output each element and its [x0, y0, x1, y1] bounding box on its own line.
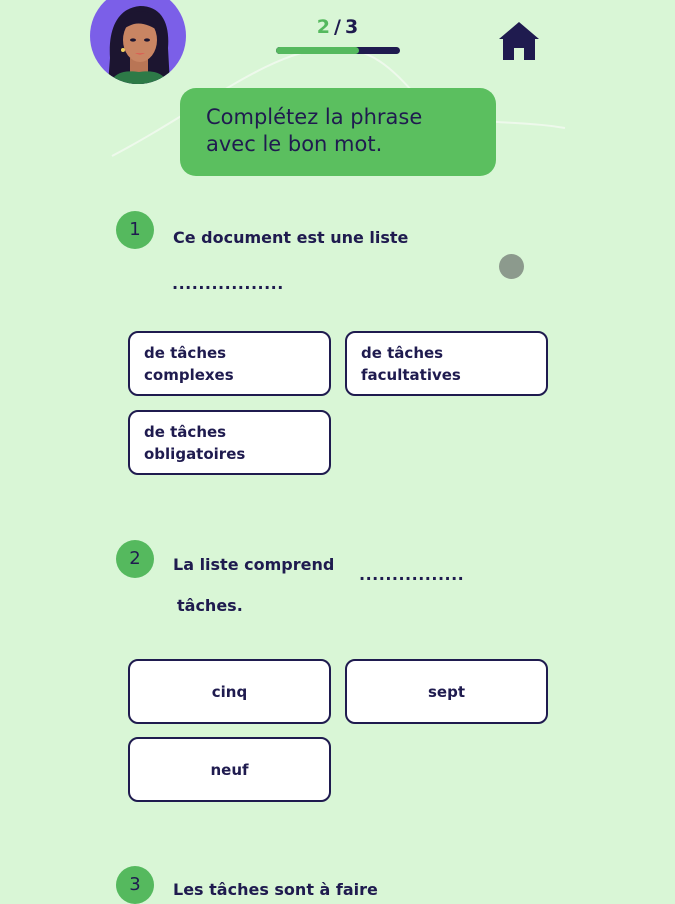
question-1-blank[interactable] — [172, 274, 284, 293]
progress-fill — [276, 47, 359, 54]
option-label — [361, 342, 461, 386]
question-2-option-cinq[interactable]: cinq — [128, 659, 331, 724]
question-1-option-complexes[interactable] — [128, 331, 331, 396]
question-1-number: 1 — [116, 211, 154, 249]
question-3-number: 3 — [116, 866, 154, 904]
progress-current: 2 — [316, 16, 332, 38]
question-2-blank[interactable]: ................ — [359, 565, 465, 584]
option-line-2: facultatives — [361, 365, 461, 384]
instruction-line-2: avec le bon mot. — [206, 132, 383, 156]
instruction-line-1: Complétez la phrase — [206, 105, 423, 129]
progress-total: 3 — [344, 16, 360, 38]
question-3-text: Les tâches sont à faire — [173, 880, 378, 899]
option-label — [144, 421, 245, 465]
avatar — [90, 0, 186, 84]
option-line-1: de tâches — [361, 343, 444, 362]
option-line-1: de tâches — [144, 343, 227, 362]
option-line-2: obligatoires — [144, 444, 246, 463]
progress-text — [276, 14, 400, 40]
question-2-text-after: tâches. — [177, 596, 243, 615]
progress-bar — [276, 47, 400, 54]
touch-cursor — [499, 254, 524, 279]
option-label — [144, 342, 234, 386]
question-2-text: La liste comprend — [173, 555, 335, 574]
question-1-option-obligatoires[interactable] — [128, 410, 331, 475]
question-1-period: . — [277, 274, 284, 293]
progress-separator: / — [334, 16, 342, 38]
question-1-option-facultatives[interactable] — [345, 331, 548, 396]
question-2-option-neuf[interactable]: neuf — [128, 737, 331, 802]
instruction-bubble — [180, 88, 496, 176]
progress-indicator — [276, 14, 400, 54]
option-line-1: de tâches — [144, 422, 227, 441]
question-2-option-sept[interactable]: sept — [345, 659, 548, 724]
question-2-number: 2 — [116, 540, 154, 578]
woman-avatar-icon — [90, 0, 186, 84]
option-line-2: complexes — [144, 365, 234, 384]
home-icon — [496, 18, 542, 64]
home-button[interactable] — [496, 18, 542, 64]
question-1-text: Ce document est une liste — [173, 228, 409, 247]
question-1-blank-dots: ................ — [172, 274, 278, 293]
